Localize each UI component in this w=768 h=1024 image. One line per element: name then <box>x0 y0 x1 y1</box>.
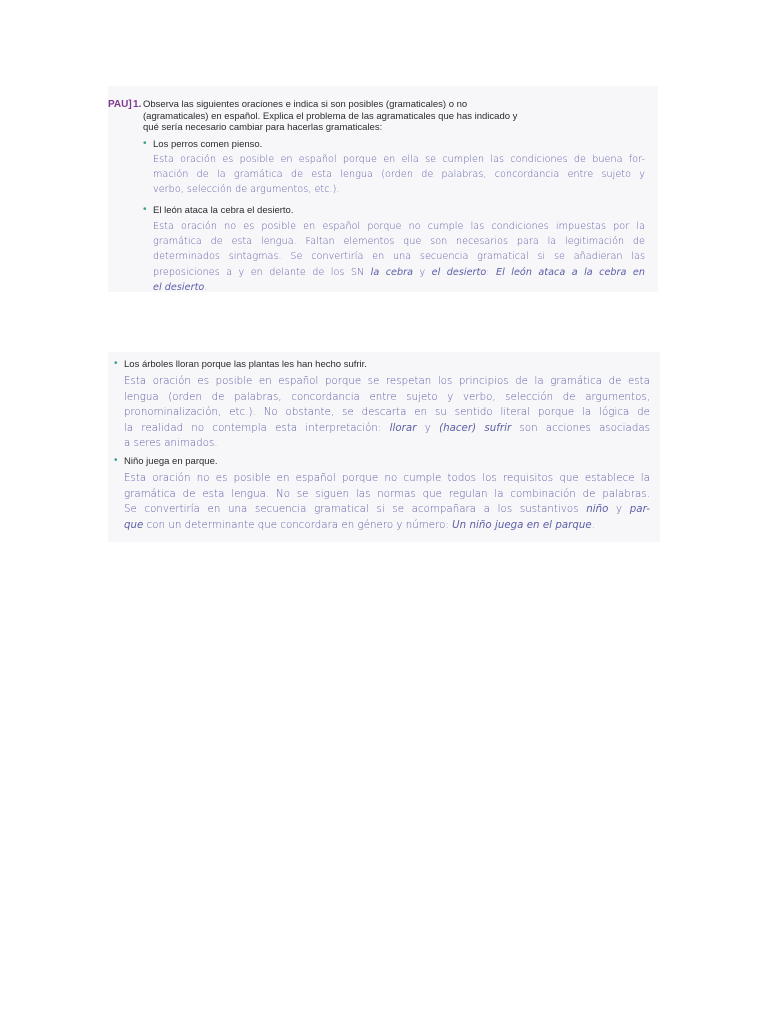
answer-text: : <box>486 266 496 278</box>
example-sentence: Los perros comen pienso. <box>153 139 263 150</box>
answer-text: preposiciones a y en delante de los SN <box>153 266 371 278</box>
answer-text: y <box>413 266 432 278</box>
answer-text: gramática de esta lengua. Faltan elementos que son necesarios para la legitimación de <box>153 236 645 248</box>
answer-text: y <box>608 504 630 515</box>
answer-line <box>153 152 645 167</box>
answer-text: a seres animados. <box>124 438 218 449</box>
answer-text: son acciones asociadas <box>511 422 650 434</box>
exam-tag: PAU] <box>108 99 132 110</box>
answer-line <box>124 518 650 534</box>
answer-text: . <box>204 281 208 293</box>
answer-line <box>153 280 645 295</box>
answer-line <box>124 374 650 390</box>
handwritten-answer <box>153 152 645 198</box>
bullet-icon: • <box>114 358 118 369</box>
answer-line <box>124 487 650 503</box>
question-number: 1. <box>133 99 142 110</box>
question-instructions: Observa las siguientes oraciones e indica si son posibles (gramaticales) o no (agramaticales) en español. Explica el problema de las agramaticales que has indicado y qué sería necesario cambiar para hacerlas gramaticales: <box>143 99 518 133</box>
answer-line <box>124 471 650 487</box>
answer-text: la realidad no contempla esta interpretación: <box>124 422 390 434</box>
answer-text: Un niño juega en el parque <box>452 519 592 531</box>
answer-text: gramática de esta lengua. No se siguen las normas que regulan la combinación de palabras. <box>124 488 650 500</box>
answer-text: y <box>416 422 440 434</box>
answer-text: verbo, selección de argumentos, etc.). <box>153 184 340 196</box>
answer-text: niño <box>586 504 609 515</box>
answer-line <box>124 502 650 518</box>
exercise-panel-bottom <box>108 352 660 542</box>
answer-text: determinados sintagmas. Se convertiría en una secuencia gramatical si se añadieran las <box>153 251 645 263</box>
bullet-icon: • <box>114 455 118 466</box>
answer-text: la cebra <box>370 266 414 278</box>
answer-line <box>153 234 645 249</box>
answer-text: . <box>591 519 596 531</box>
answer-line <box>124 421 650 437</box>
handwritten-answer <box>124 471 650 533</box>
bullet-icon: • <box>143 138 147 149</box>
answer-text: El león ataca a la cebra en <box>495 266 645 278</box>
answer-text: que <box>124 519 144 531</box>
answer-text: pronominalización, etc.). No obstante, se descarta en su sentido literal porque la lógica de <box>124 407 650 418</box>
example-sentence: Niño juega en parque. <box>124 456 218 467</box>
answer-text: par- <box>629 504 650 515</box>
handwritten-answer <box>153 219 645 295</box>
example-sentence: Los árboles lloran porque las plantas les han hecho sufrir. <box>124 359 367 370</box>
answer-line <box>153 265 645 280</box>
answer-text: Esta oración es posible en español porque en ella se cumplen las condiciones de buena for- <box>153 154 645 165</box>
answer-line <box>124 436 650 452</box>
answer-text: (hacer) sufrir <box>439 422 512 434</box>
answer-text: lengua (orden de palabras, concordancia entre sujeto y verbo, selección de argumentos, <box>124 391 650 403</box>
answer-line <box>124 390 650 406</box>
answer-line <box>153 249 645 264</box>
handwritten-answer <box>124 374 650 452</box>
answer-text: llorar <box>389 422 417 434</box>
answer-text: Esta oración no es posible en español porque no cumple todos los requisitos que establece la <box>124 473 650 484</box>
answer-line <box>124 405 650 421</box>
answer-text: Esta oración es posible en español porque se respetan los principios de la gramática de esta <box>124 376 650 387</box>
exercise-panel-top <box>108 86 658 292</box>
answer-text: mación de la gramática de esta lengua (orden de palabras, concordancia entre sujeto y <box>153 169 645 181</box>
answer-text: el desierto <box>153 281 205 293</box>
answer-line <box>153 219 645 234</box>
answer-line <box>153 167 645 182</box>
answer-line <box>153 182 645 197</box>
answer-text: con un determinante que concordara en género y número: <box>143 519 453 531</box>
answer-text: el desierto <box>431 266 487 278</box>
bullet-icon: • <box>143 204 147 215</box>
answer-text: Se convertiría en una secuencia gramatical si se acompañara a los sustantivos <box>124 504 587 515</box>
answer-text: Esta oración no es posible en español porque no cumple las condiciones impuestas por la <box>153 221 645 232</box>
example-sentence: El león ataca la cebra el desierto. <box>153 205 294 216</box>
